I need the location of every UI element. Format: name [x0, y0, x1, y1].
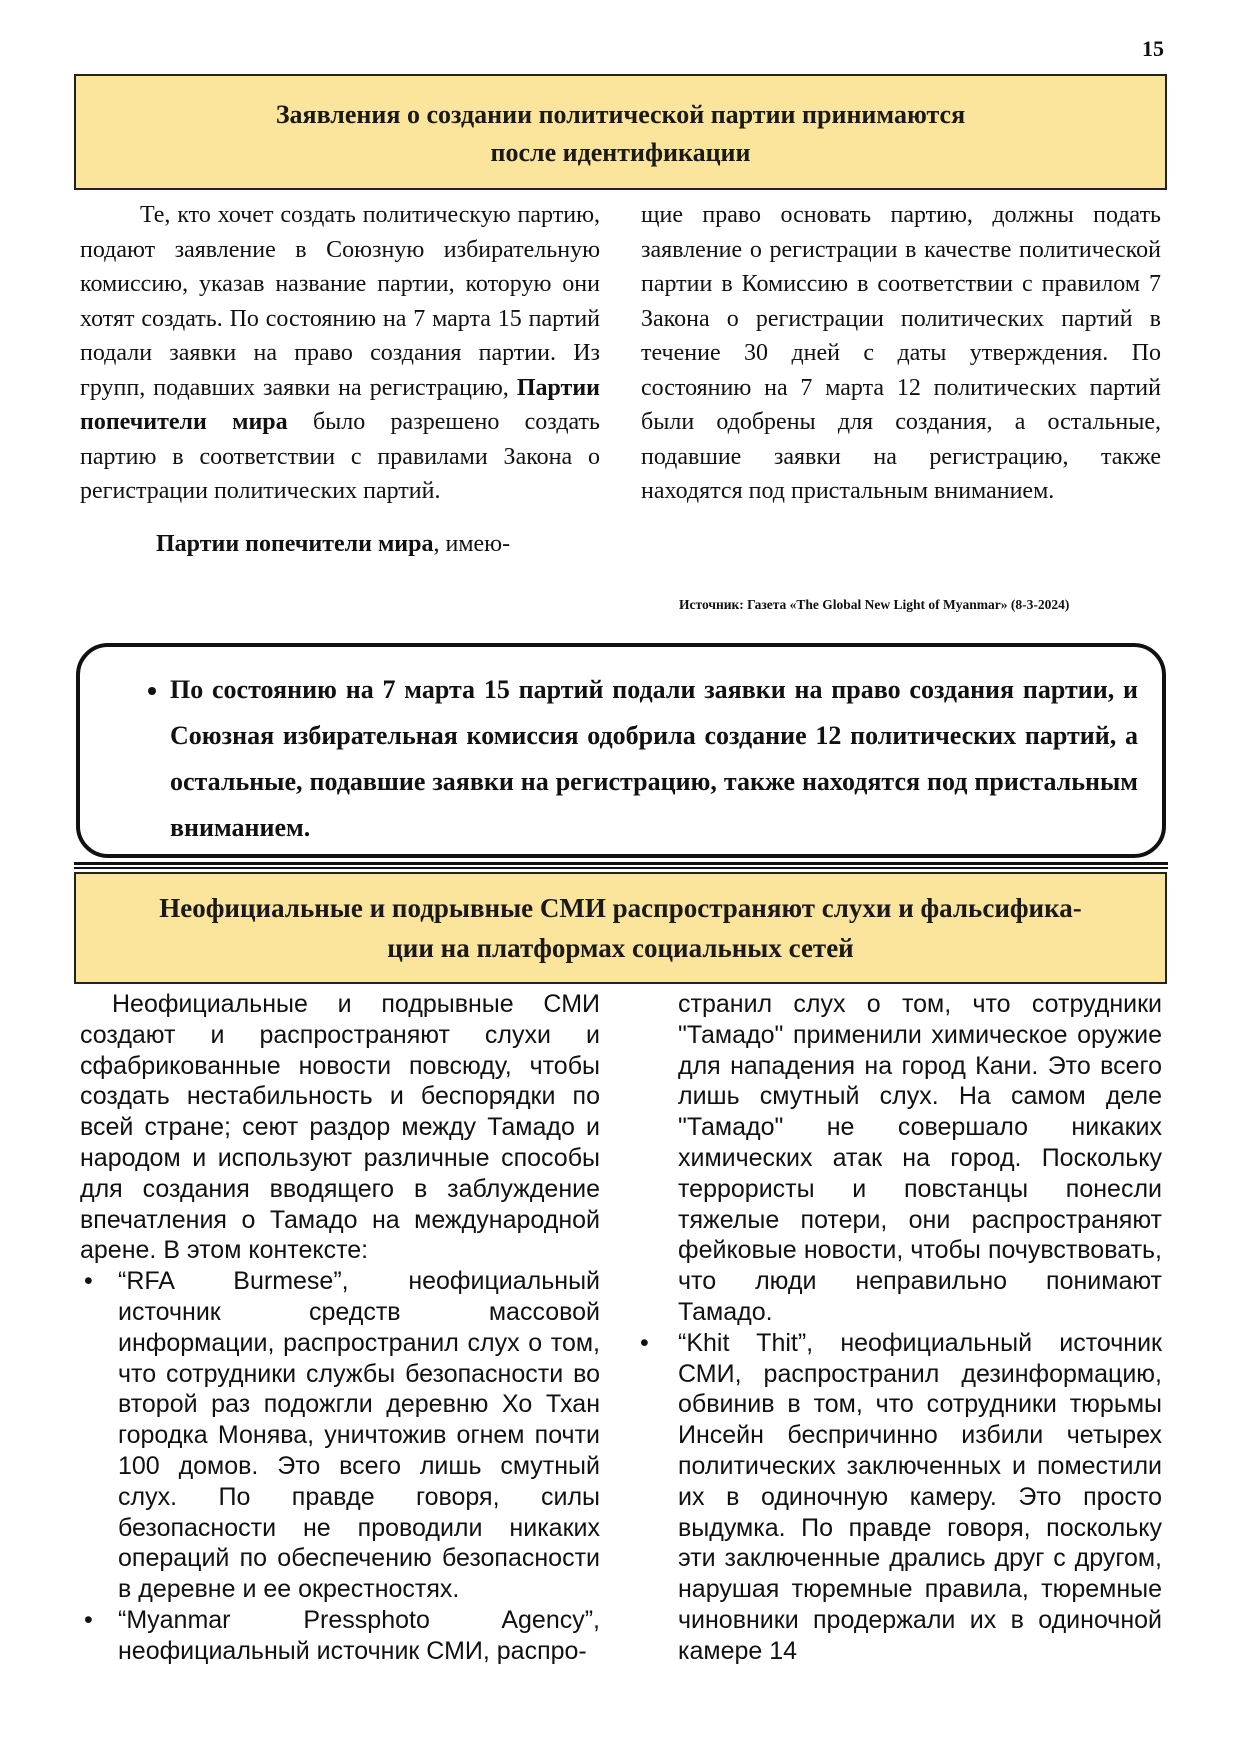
article2-headline [74, 872, 1167, 984]
article1-p1-text2: было разрешено создать партию в соответствии с правилами Закона о регистрации политических партий. [80, 409, 600, 504]
article2-title-line2: ции на платформах социальных сетей [387, 933, 854, 963]
article1-p1-text: Те, кто хочет создать политическую партию, подают заявление в Союзную избирательную комиссию, указав название партии, которую они хотят создать. По состоянию на 7 марта 15 партий подали заявки на право создания партии. Из групп, подавших заявки на регистрацию, [80, 202, 600, 401]
divider-rule-thin [74, 867, 1168, 869]
page-number: 15 [1142, 36, 1164, 61]
article1-column-left [80, 198, 600, 561]
article2-bullet-mpa-start: • “Myanmar Pressphoto Agency”, неофициальный источник СМИ, распро- [80, 1605, 600, 1667]
article2-column-right [678, 989, 1162, 1667]
summary-list [128, 667, 1138, 851]
divider-rule [74, 862, 1168, 865]
article2-title-line1: Неофициальные и подрывные СМИ распространяют слухи и фальсифика- [159, 893, 1082, 923]
article1-source: Источник: Газета «The Global New Light of Myanmar» (8-3-2024) [679, 597, 1070, 612]
article2-intro: Неофициальные и подрывные СМИ создают и распространяют слухи и сфабрикованные новости повсюду, чтобы создать нестабильность и беспорядки по всей стране; сеют раздор между Тамадо и народом и используют различные способы для создания вводящего в заблуждение впечатления о Тамадо на международной арене. В этом контексте: [80, 990, 600, 1265]
article1-p2-bold: Партии попечители мира [156, 530, 434, 557]
article1-headline [74, 74, 1167, 190]
article1-column-right [641, 198, 1161, 509]
summary-item: • По состоянию на 7 марта 15 партий подали заявки на право создания партии, и Союзная избирательная комиссия одобрила создание 12 политических партий, а остальные, подавшие заявки на регистрацию, также находятся под пристальным вниманием. [170, 667, 1138, 851]
article1-title-line1: Заявления о создании политической партии принимаются [275, 100, 966, 129]
article1-title-line2: после идентификации [490, 138, 751, 167]
article2-bullet-khit-thit: • “Khit Thit”, неофициальный источник СМИ, распространил дезинформацию, обвинив в том, что сотрудники тюрьмы Инсейн беспричинно избили четырех политических заключенных и поместили их в одиночную камеру. Это просто выдумка. По правде говоря, поскольку эти заключенные дрались друг с другом, нарушая тюремные правила, тюремные чиновники продержали их в одиночной камере 14 [678, 1328, 1162, 1667]
article1-paragraph2-start [80, 527, 600, 562]
article2-column-left [80, 989, 600, 1667]
article1-paragraph1 [80, 198, 600, 509]
summary-callout [76, 643, 1166, 858]
article1-p1-bold: Партии попечители мира [80, 374, 600, 435]
article1-paragraph2-cont: щие право основать партию, должны подать заявление о регистрации в качестве политической партии в Комиссию в соответствии с правилом 7 Закона о регистрации политических партий в течение 30 дней с даты утверждения. По состоянию на 7 марта 12 политических партий были одобрены для создания, а остальные, подавшие заявки на регистрацию, также находятся под пристальным вниманием. [641, 202, 1161, 504]
article1-p2-lead: , имею- [433, 530, 511, 557]
article2-bullet-rfa: • “RFA Burmese”, неофициальный источник средств массовой информации, распространил слух о том, что сотрудники службы безопасности во второй раз подожгли деревню Хо Тхан городка Монява, уничтожив огнем почти 100 домов. Это всего лишь смутный слух. По правде говоря, силы безопасности не проводили никаких операций по обеспечению безопасности в деревне и ее окрестностях. [80, 1266, 600, 1605]
article2-bullet-mpa-cont: странил слух о том, что сотрудники "Тамадо" применили химическое оружие для нападения на город Кани. Это всего лишь смутный слух. На самом деле "Тамадо" не совершало никаких химических атак на город. Поскольку террористы и повстанцы понесли тяжелые потери, они распространяют фейковые новости, чтобы почувствовать, что люди неправильно понимают Тамадо. [678, 990, 1162, 1326]
